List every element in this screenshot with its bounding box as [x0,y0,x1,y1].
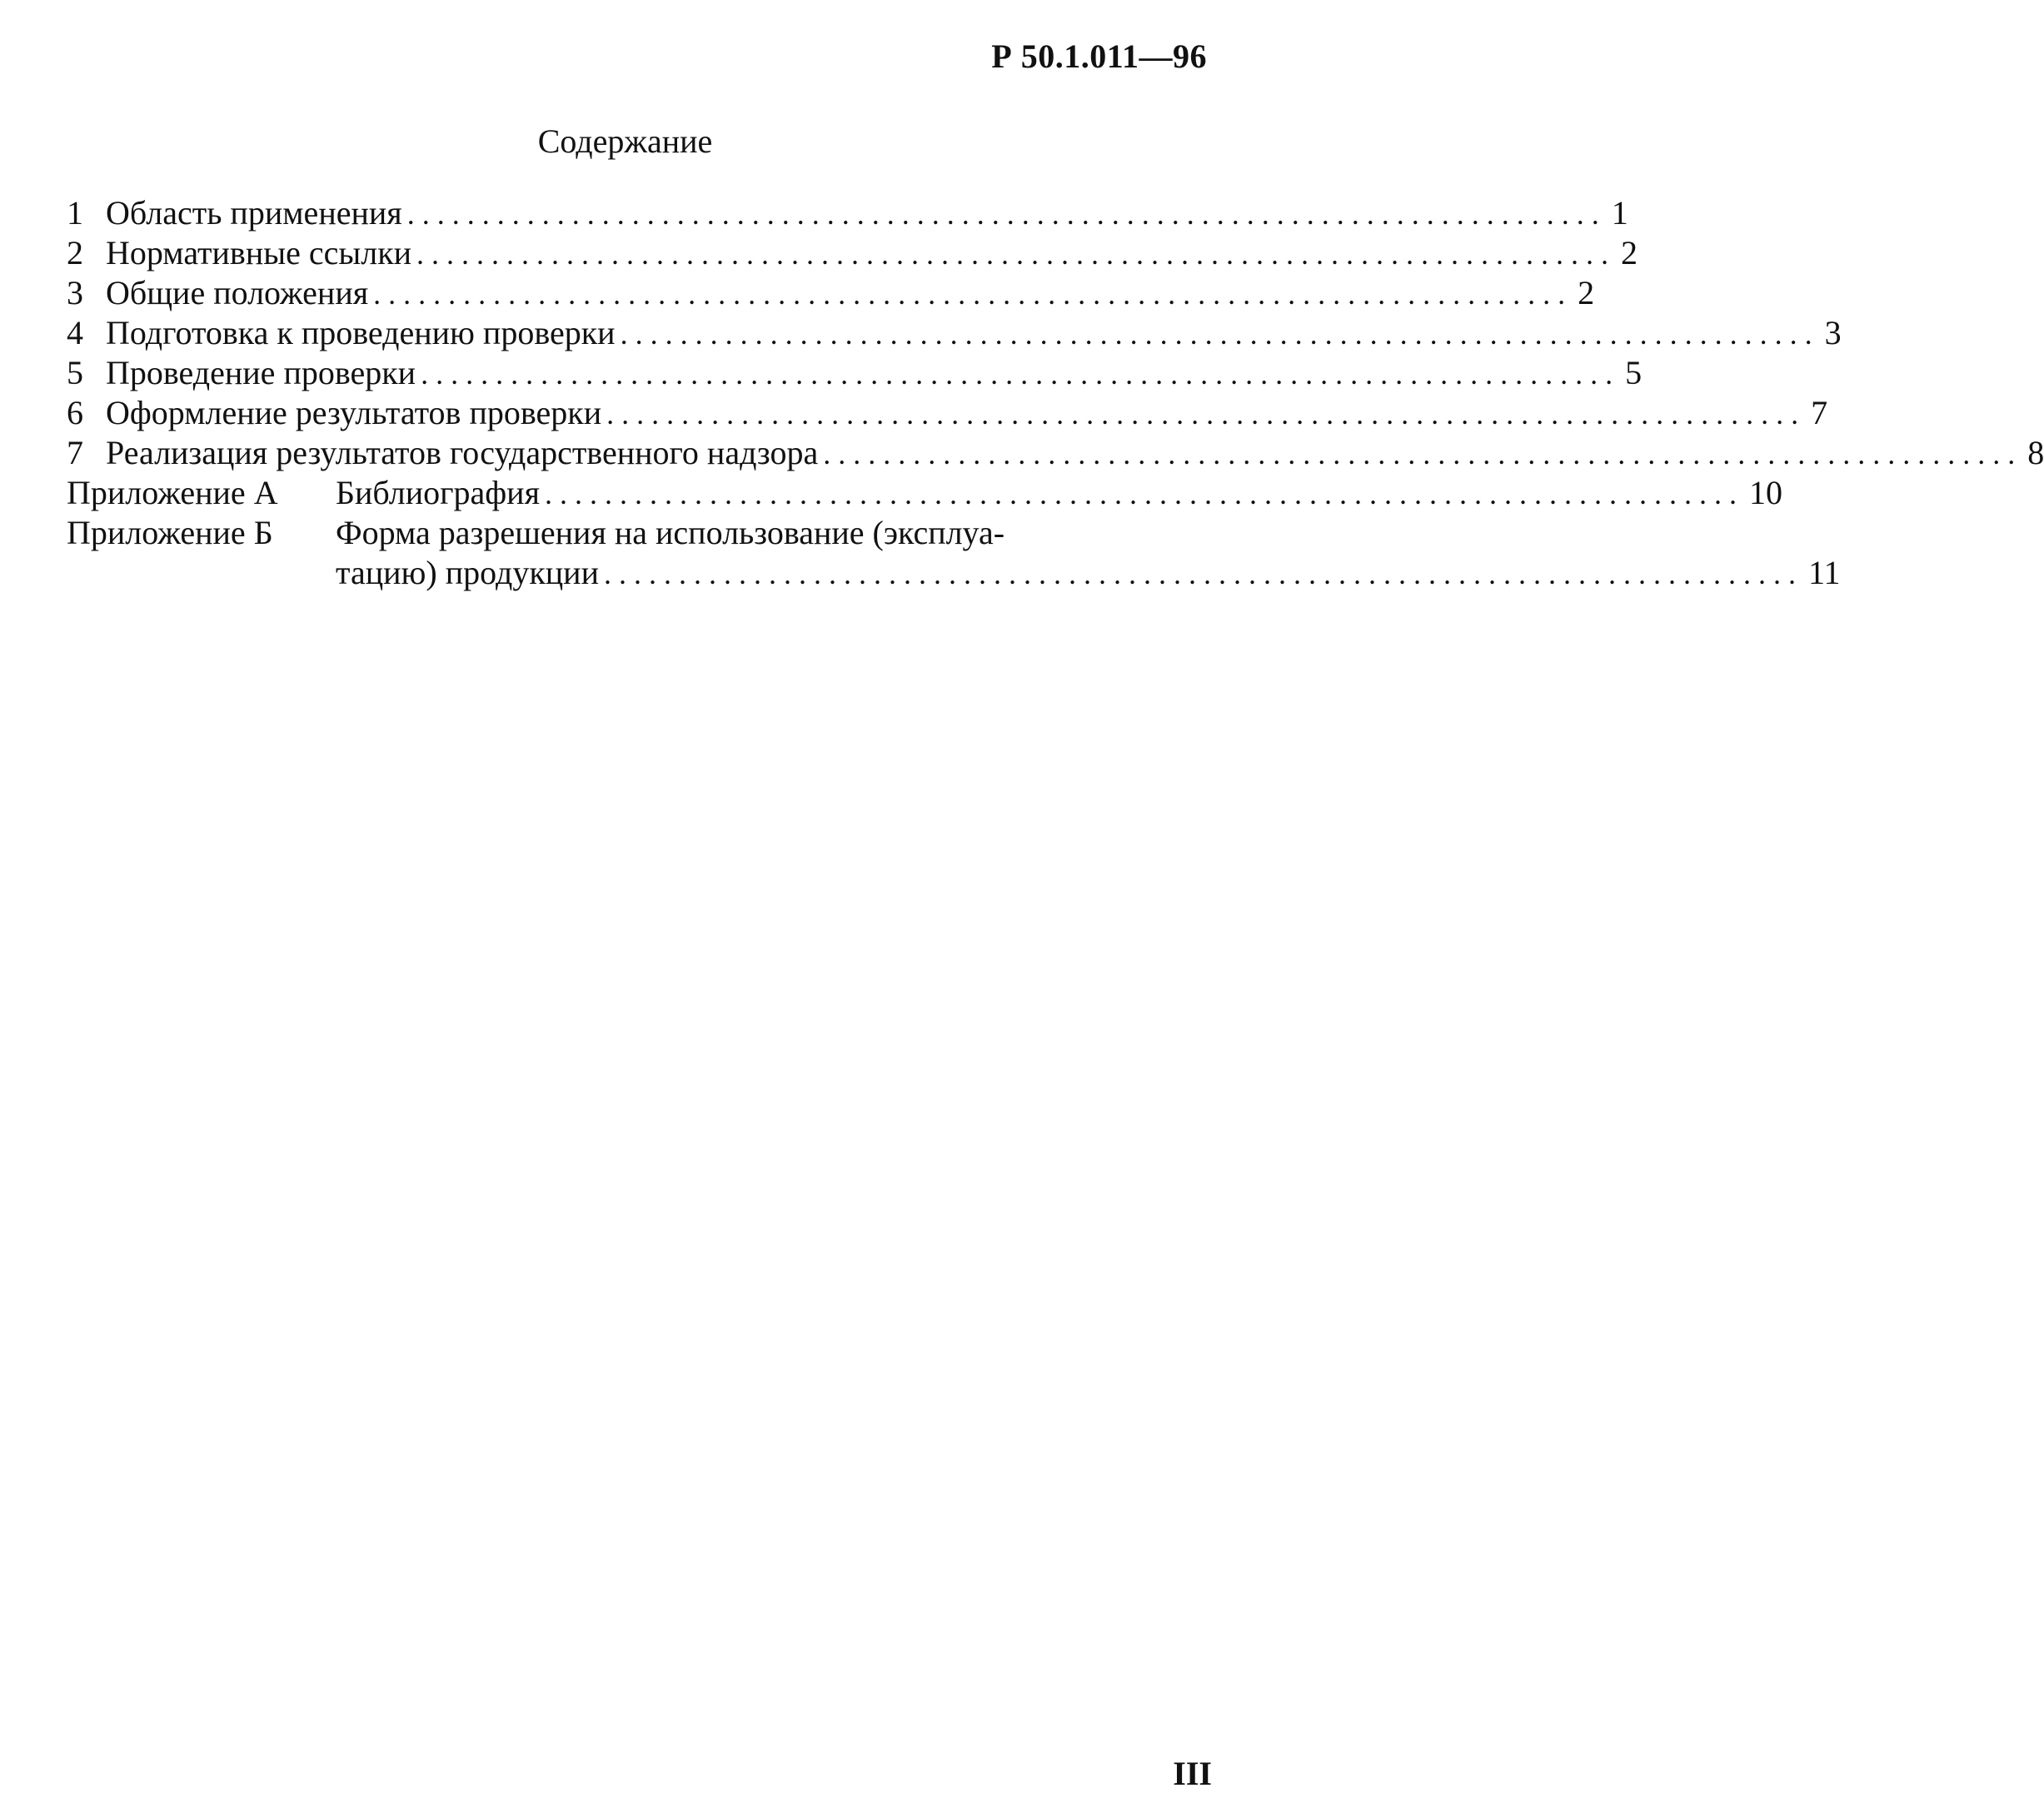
toc-leader-dots: ................................................................................ [373,277,1573,311]
toc-leader-dots: ................................................................................ [604,557,1803,590]
toc-entry[interactable] [67,233,1638,273]
toc-appendix-entry[interactable] [67,513,1208,553]
toc-leader-dots: ................................................................................ [606,397,1807,431]
toc-leader-dots: ................................................................................ [406,197,1607,231]
toc-entry-page: 8 [2027,434,2044,471]
toc-entry-title: Нормативные ссылки [106,234,412,271]
toc-entry-page: 3 [1824,314,1842,351]
toc-entry[interactable] [67,273,1595,313]
toc-appendix-label: Приложение Б [67,514,273,551]
toc-entry-page: 2 [1578,274,1595,311]
toc-entry-title: Проведение проверки [106,354,416,391]
toc-leader-dots: ................................................................................ [544,477,1744,511]
toc-entry-number: 3 [67,274,83,311]
toc-entry-title: Оформление результатов проверки [106,394,602,431]
toc-appendix-page: 11 [1808,554,1841,591]
toc-entry-page: 7 [1811,394,1828,431]
toc-leader-dots: ................................................................................ [620,317,1820,351]
toc-entry-number: 7 [67,434,83,471]
toc-entry-page: 5 [1625,354,1643,391]
toc-entry-title: Подготовка к проведению проверки [106,314,616,351]
toc-leader-dots: ................................................................................ [421,357,1621,391]
toc-entry-title: Область применения [106,194,402,232]
document-designation: Р 50.1.011—96 [991,37,1207,75]
toc-entry[interactable] [67,433,2044,473]
toc-entry-number: 2 [67,234,83,271]
toc-appendix-continuation[interactable] [67,553,1841,593]
toc-appendix-title-line2: тацию) продукции [336,554,599,591]
table-of-contents [67,193,2044,593]
page-title: Содержание [537,122,713,160]
toc-appendix-label: Приложение А [67,474,278,511]
toc-entry-title: Общие положения [106,274,369,311]
toc-entry-number: 5 [67,354,83,391]
toc-entry-number: 4 [67,314,83,351]
toc-entry-number: 6 [67,394,83,431]
toc-appendix-title-line1: Форма разрешения на использование (эксплуа- [336,514,1005,551]
toc-appendix-page: 10 [1748,474,1782,511]
toc-entry-page: 2 [1621,234,1638,271]
toc-entry[interactable] [67,353,1643,393]
toc-entry-title: Реализация результатов государственного надзора [106,434,819,471]
toc-entry[interactable] [67,313,1842,353]
toc-entry[interactable] [67,193,1628,233]
toc-entry[interactable] [67,393,1828,433]
toc-appendix-title: Библиография [336,474,540,511]
toc-appendix-entry[interactable] [67,473,1782,513]
toc-entry-page: 1 [1611,194,1628,232]
toc-leader-dots: ................................................................................ [416,237,1617,271]
page-number: III [1173,1755,1212,1792]
toc-entry-number: 1 [67,194,83,232]
toc-leader-dots: ................................................................................ [823,437,2023,471]
